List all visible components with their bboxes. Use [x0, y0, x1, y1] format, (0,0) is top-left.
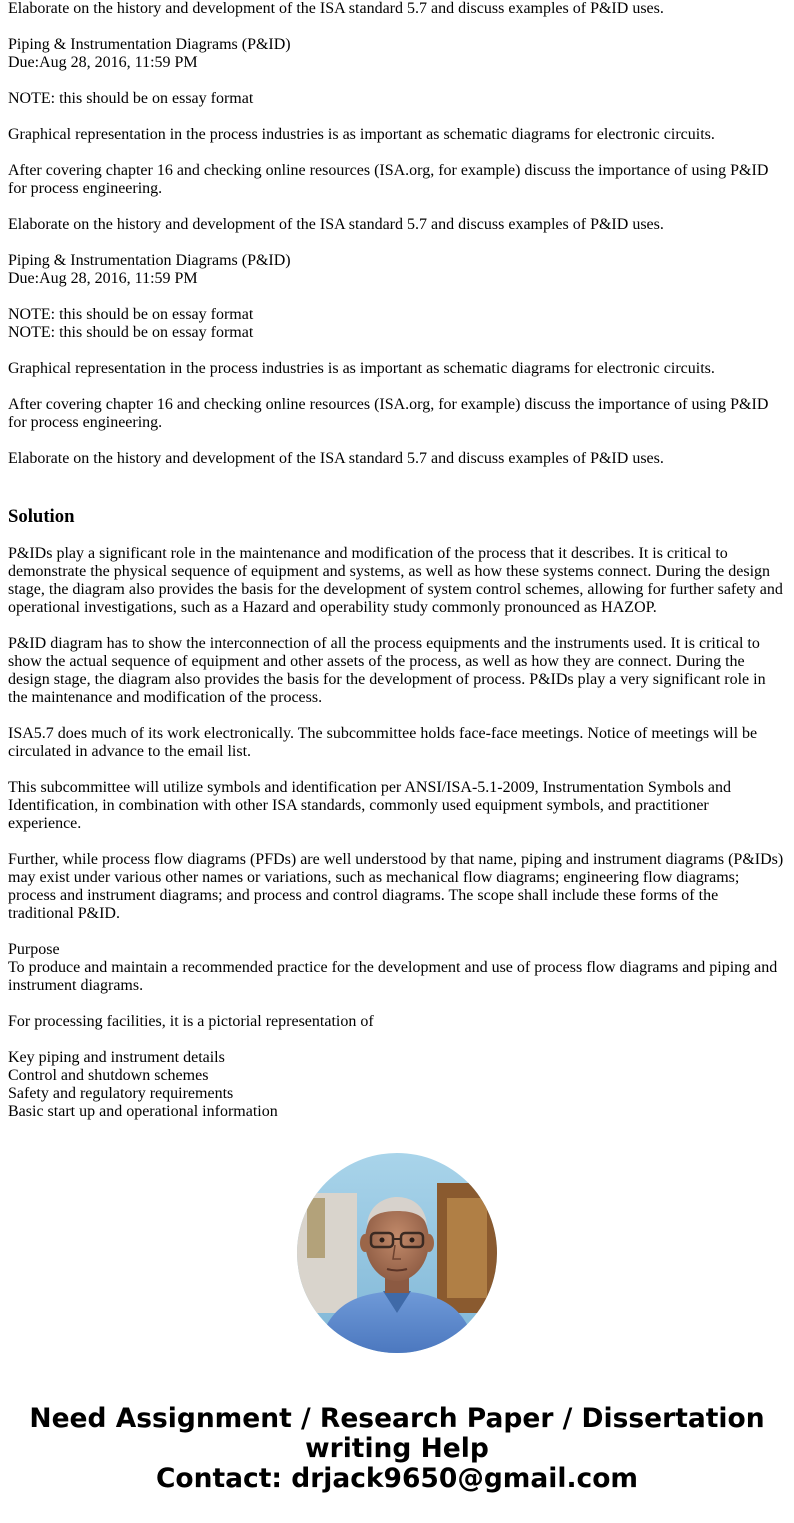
- question-header: [8, 252, 786, 288]
- purpose-text: To produce and maintain a recommended practice for the development and use of process flow diagrams and piping and instrument diagrams.: [8, 959, 778, 994]
- question-elaborate: Elaborate on the history and development of the ISA standard 5.7 and discuss examples of P&ID uses.: [8, 450, 664, 467]
- solution-heading: Solution: [8, 506, 75, 527]
- promo-footer: [0, 1404, 794, 1494]
- question-graphical: Graphical representation in the process industries is as important as schematic diagrams for electronic circuits.: [8, 126, 715, 143]
- question-title: Piping & Instrumentation Diagrams (P&ID): [8, 36, 291, 53]
- solution-paragraph: ISA5.7 does much of its work electronically. The subcommittee holds face-face meetings. Notice of meetings will be circulated in advance to the email list.: [8, 725, 758, 760]
- solution-paragraph: P&ID diagram has to show the interconnection of all the process equipments and the instruments used. It is critical to show the actual sequence of equipment and other assets of the process, as well as how they are connect. During the design stage, the diagram also provides the basis for the development of process. P&IDs play a very significant role in the maintenance and modification of the process.: [8, 635, 766, 706]
- document-body: [8, 0, 786, 1139]
- question-after: After covering chapter 16 and checking online resources (ISA.org, for example) discuss the importance of using P&ID for process engineering.: [8, 396, 769, 431]
- question-after: After covering chapter 16 and checking online resources (ISA.org, for example) discuss the importance of using P&ID for process engineering.: [8, 162, 769, 197]
- question-due-date: Due:Aug 28, 2016, 11:59 PM: [8, 270, 198, 287]
- author-photo: [297, 1153, 497, 1353]
- promo-contact: Contact: drjack9650@gmail.com: [155, 1463, 639, 1494]
- question-title: Piping & Instrumentation Diagrams (P&ID): [8, 252, 291, 269]
- pictorial-intro: For processing facilities, it is a pictorial representation of: [8, 1013, 374, 1030]
- solution-paragraph: Further, while process flow diagrams (PFDs) are well understood by that name, piping and instrument diagrams (P&IDs) may exist under various other names or variations, such as mechanical flow diagrams; engineering flow diagrams; process and instrument diagrams; and process and control diagrams. The scope shall include these forms of the traditional P&ID.: [8, 851, 784, 922]
- question-note: NOTE: this should be on essay format: [8, 90, 254, 107]
- purpose-label: Purpose: [8, 941, 60, 958]
- list-item: Key piping and instrument details: [8, 1049, 225, 1066]
- promo-line: Need Assignment / Research Paper / Dissertation: [29, 1403, 765, 1434]
- question-notes: [8, 306, 786, 342]
- question-elaborate: Elaborate on the history and development of the ISA standard 5.7 and discuss examples of P&ID uses.: [8, 0, 664, 17]
- question-header: [8, 36, 786, 72]
- list-item: Basic start up and operational information: [8, 1103, 278, 1120]
- list-item: Control and shutdown schemes: [8, 1067, 209, 1084]
- promo-line: writing Help: [305, 1433, 489, 1464]
- pictorial-list: [8, 1049, 786, 1121]
- question-graphical: Graphical representation in the process industries is as important as schematic diagrams for electronic circuits.: [8, 360, 715, 377]
- question-elaborate: Elaborate on the history and development of the ISA standard 5.7 and discuss examples of P&ID uses.: [8, 216, 664, 233]
- solution-section: [8, 545, 786, 1121]
- solution-paragraph: P&IDs play a significant role in the maintenance and modification of the process that it describes. It is critical to demonstrate the physical sequence of equipment and systems, as well as how these systems connect. During the design stage, the diagram also provides the basis for the development of system control schemes, allowing for further safety and operational investigations, such as a Hazard and operability study commonly pronounced as HAZOP.: [8, 545, 783, 616]
- question-due-date: Due:Aug 28, 2016, 11:59 PM: [8, 54, 198, 71]
- list-item: Safety and regulatory requirements: [8, 1085, 234, 1102]
- author-avatar: [297, 1153, 497, 1353]
- question-note: NOTE: this should be on essay format: [8, 306, 254, 323]
- purpose-block: [8, 941, 786, 995]
- question-section: [8, 0, 786, 468]
- solution-paragraph: This subcommittee will utilize symbols and identification per ANSI/ISA-5.1-2009, Instrumentation Symbols and Identification, in combination with other ISA standards, commonly used equipment symbols, and practitioner experience.: [8, 779, 732, 832]
- question-note: NOTE: this should be on essay format: [8, 324, 254, 341]
